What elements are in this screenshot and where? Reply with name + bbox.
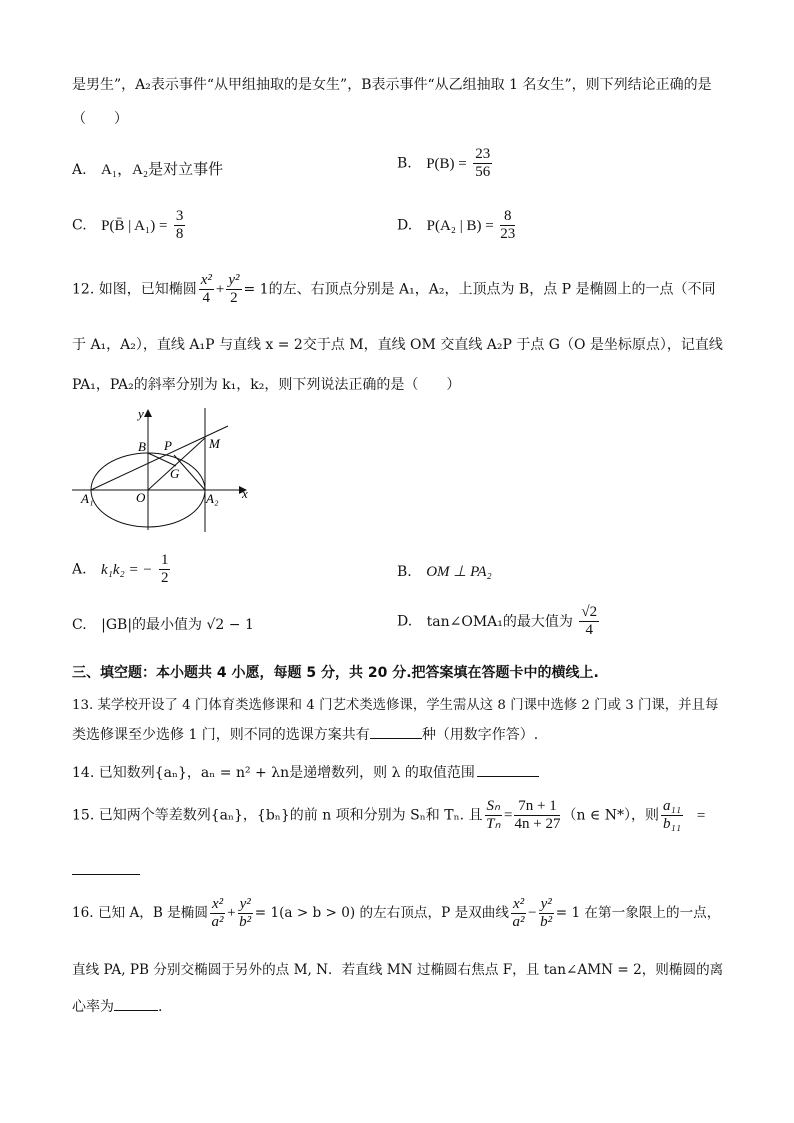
fraction-7n: $\frac{7n + 1}{4n + 27}$ bbox=[514, 798, 561, 832]
option-label: B. bbox=[397, 564, 412, 580]
option-text: tan∠OMA₁的最大值为 bbox=[426, 613, 573, 630]
q12-line3: PA₁，PA₂的斜率分别为 k₁，k₂，则下列说法正确的是（ ） bbox=[72, 377, 461, 393]
fraction: $\frac{23}{56}$ bbox=[475, 146, 491, 180]
label-x: x bbox=[242, 486, 248, 501]
option-label: B. bbox=[397, 155, 412, 172]
q11-option-a bbox=[72, 158, 223, 179]
label-a2: A₂ bbox=[206, 491, 219, 506]
fraction-y2-2: $\frac{\text{y²}}{2}$ bbox=[228, 272, 240, 306]
q11-option-b bbox=[397, 146, 494, 181]
label-m: M bbox=[209, 436, 220, 451]
q12-line1-pre: 如图，已知椭圆 bbox=[98, 281, 197, 298]
option-label: D. bbox=[397, 613, 413, 630]
fraction: $\frac{3}{8}$ bbox=[175, 208, 184, 242]
label-y: y bbox=[138, 406, 144, 421]
option-text: A₁，A₂是对立事件 bbox=[101, 162, 224, 178]
fraction: $\frac{\text{y²}}{\text{b²}}$ bbox=[239, 896, 252, 930]
line-b-g bbox=[148, 453, 176, 466]
q11-option-d bbox=[397, 208, 517, 243]
option-label: C. bbox=[72, 217, 87, 234]
fraction: $\frac{√2}{4}$ bbox=[581, 604, 598, 638]
q16-line2: 直线 PA, PB 分别交椭圆于另外的点 M, N．若直线 MN 过椭圆右焦点 F，且 tan∠AMN = 2，则椭圆的离 bbox=[72, 962, 724, 978]
answer-blank[interactable] bbox=[477, 776, 539, 777]
q16-mid: = 1(a > b > 0) 的左右顶点，P 是双曲线 bbox=[254, 905, 509, 921]
answer-blank[interactable] bbox=[114, 1010, 158, 1011]
q15-line bbox=[72, 798, 705, 833]
option-label: D. bbox=[397, 217, 413, 234]
option-lhs: P(B) = bbox=[426, 155, 467, 172]
q11-stem-line2: （ ） bbox=[72, 111, 128, 127]
q13-line1: 13. 某学校开设了 4 门体育类选修课和 4 门艺术类选修课，学生需从这 8 门课中选修 2 门或 3 门课，并且每 bbox=[72, 698, 719, 713]
fraction: $\frac{1}{2}$ bbox=[160, 552, 169, 586]
fraction-x2-4: $\frac{\text{x²}}{4}$ bbox=[200, 272, 212, 306]
label-p: P bbox=[164, 438, 172, 453]
label-b: B bbox=[138, 439, 146, 454]
option-lhs: P(A₂ | B) = bbox=[426, 217, 494, 234]
option-text: OM ⊥ PA₂ bbox=[426, 564, 492, 580]
label-o: O bbox=[136, 490, 146, 505]
fraction: $\frac{\text{y²}}{\text{b²}}$ bbox=[540, 896, 553, 930]
ellipse-figure bbox=[68, 404, 258, 532]
section-heading: 三、填空题：本小题共 4 小愿，每题 5 分，共 20 分.把答案填在答题卡中的横线上. bbox=[72, 665, 599, 681]
answer-blank[interactable] bbox=[72, 866, 140, 875]
q16-post: = 1 在第一象限上的一点， bbox=[555, 905, 721, 921]
q11-option-c bbox=[72, 208, 187, 243]
q12-option-b bbox=[397, 562, 492, 581]
fraction: $\frac{\text{x²}}{\text{a²}}$ bbox=[211, 896, 224, 930]
q14-text: 14. 已知数列{aₙ}，aₙ = n² + λn是递增数列，则 λ 的取值范围 bbox=[72, 765, 475, 781]
q13-line2 bbox=[72, 724, 538, 744]
fraction: $\frac{\text{x²}}{\text{a²}}$ bbox=[512, 896, 525, 930]
q11-stem-line1: 是男生”，A₂表示事件“从甲组抽取的是女生”，B表示事件“从乙组抽取 1 名女生”，则下列结论正确的是 bbox=[72, 77, 712, 93]
fraction-a-b: $\frac{\text{a₁₁}}{\text{b₁₁}}$ bbox=[662, 798, 681, 832]
q16-pre: 16. 已知 A，B 是椭圆 bbox=[72, 905, 208, 921]
option-lhs: P(B̄ | A₁) = bbox=[101, 217, 168, 234]
equals: = bbox=[696, 807, 706, 824]
q12-option-c bbox=[72, 614, 254, 634]
q15-pre: 15. 已知两个等差数列{aₙ}，{bₙ}的前 n 项和分别为 Sₙ和 Tₙ. 且 bbox=[72, 807, 483, 824]
option-label: A. bbox=[72, 162, 87, 178]
q12-line1-post: = 1的左、右顶点分别是 A₁，A₂，上顶点为 B，点 P 是椭圆上的一点（不同 bbox=[243, 281, 716, 298]
option-label: A. bbox=[72, 561, 87, 578]
q16-line3-post: . bbox=[158, 999, 163, 1015]
q16-line1: 16. 已知 A，B 是椭圆 $\frac{\text{x²}}{\text{a²}}$ + $\frac{\text{y²}}{\text{b²}}$ = 1(a > b > 0) 的左右顶点，P 是双曲线 $\frac{\text{x²}}{\text{a²}}$ − $\frac{\text{y²}}{\text{b²}}$ = 1 在第一象限上的一点， bbox=[72, 896, 721, 930]
label-g: G bbox=[170, 466, 180, 481]
question-number: 12. bbox=[72, 281, 95, 298]
label-a1: A₁ bbox=[81, 491, 94, 506]
answer-blank[interactable] bbox=[370, 738, 422, 739]
q12-line2: 于 A₁，A₂），直线 A₁P 与直线 x = 2交于点 M，直线 OM 交直线 A₂P 于点 G（O 是坐标原点），记直线 bbox=[72, 337, 723, 353]
q13-line2-pre: 类选修课至少选修 1 门，则不同的选课方案共有 bbox=[72, 727, 370, 743]
line-om bbox=[148, 438, 205, 490]
q12-option-d bbox=[397, 604, 601, 639]
q16-line3-pre: 心率为 bbox=[72, 999, 114, 1015]
option-lhs: k₁k₂ = − bbox=[101, 561, 153, 578]
q13-line2-post: 种（用数字作答）. bbox=[421, 727, 539, 743]
q16-line3 bbox=[72, 996, 162, 1016]
fraction: $\frac{8}{23}$ bbox=[500, 208, 516, 242]
equals: = bbox=[504, 807, 513, 824]
option-text: |GB|的最小值为 √2 − 1 bbox=[101, 617, 254, 633]
fraction-s-t: $\frac{\text{Sₙ}}{\text{Tₙ}}$ bbox=[486, 798, 501, 832]
q12-line1: 12. 如图，已知椭圆 $\frac{\text{x²}}{4}$ + $\frac{\text{y²}}{2}$ = 1的左、右顶点分别是 A₁，A₂，上顶点为 B，点 P 是椭圆上的一点（不同 bbox=[72, 272, 716, 306]
q15-mid: （n ∈ N*），则 bbox=[562, 807, 659, 824]
option-label: C. bbox=[72, 617, 87, 633]
q12-option-a bbox=[72, 552, 172, 587]
q14-line bbox=[72, 762, 539, 782]
